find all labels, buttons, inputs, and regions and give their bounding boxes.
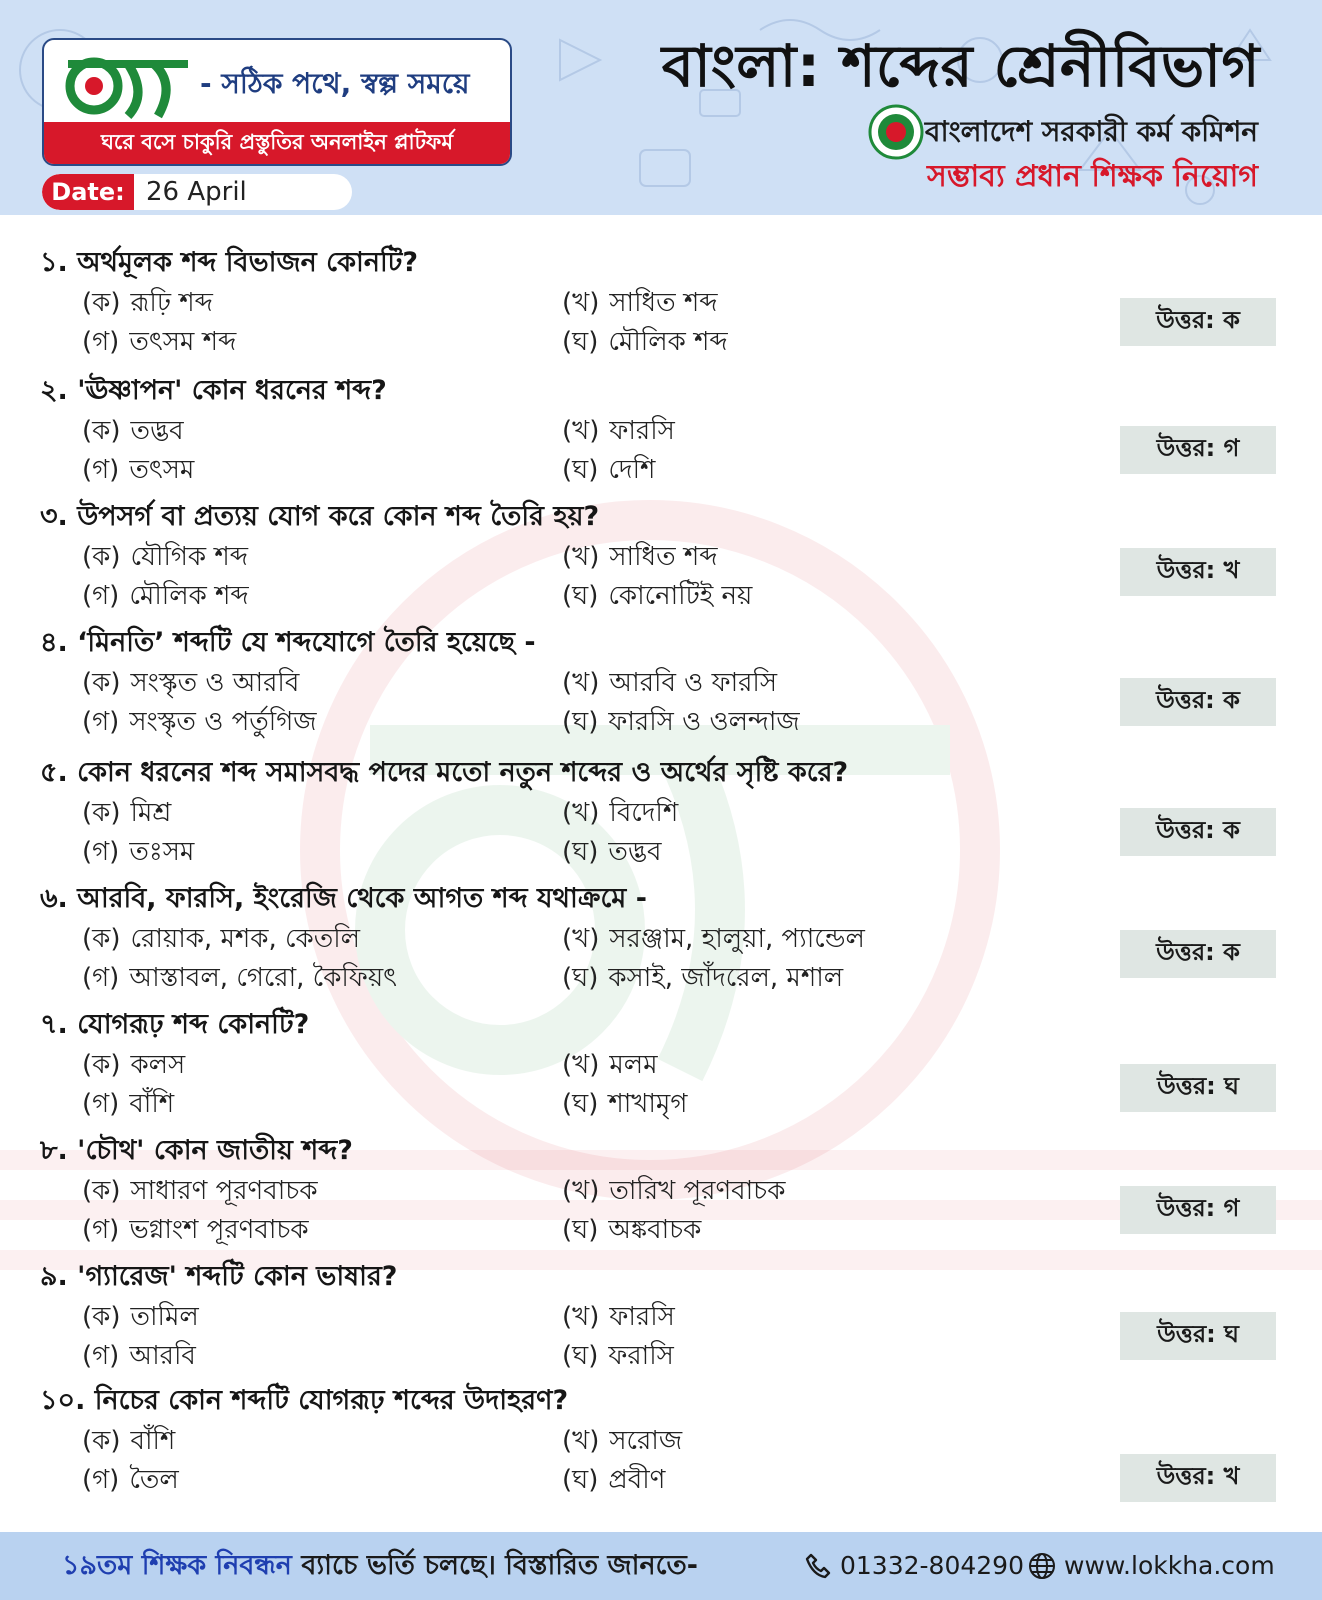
option-text: তদ্ভব [608,837,662,867]
option-tag: (ক) [82,288,121,318]
exam-name: সম্ভাব্য প্রধান শিক্ষক নিয়োগ [927,159,1258,194]
option-text: সাধিত শব্দ [609,288,718,318]
answer-badge: উত্তর: গ [1120,426,1276,474]
option-text: যৌগিক শব্দ [130,542,249,572]
option-tag: (ক) [82,1302,121,1332]
question-title: ৪. ‘মিনতি’ শব্দটি যে শব্দযোগে তৈরি হয়েছে - [40,627,536,658]
option-ka [82,410,184,454]
answer-badge: উত্তর: গ [1120,1186,1276,1234]
question-title: ৮. 'চৌথ' কোন জাতীয় শব্দ? [40,1135,353,1166]
option-text: শাখামৃগ [608,1089,688,1119]
option-tag: (ঘ) [562,327,599,357]
option-ka [82,918,360,962]
question-title: ৭. যোগরূঢ় শব্দ কোনটি? [40,1009,310,1040]
option-tag: (খ) [562,1302,600,1332]
option-tag: (গ) [82,963,120,993]
option-tag: (গ) [82,327,120,357]
option-text: ভগ্নাংশ পূরণবাচক [129,1215,309,1245]
footer-text: ব্যাচে ভর্তি চলছে। বিস্তারিত জানতে- [291,1550,698,1581]
question-item [40,370,1282,490]
answer-badge: উত্তর: ক [1120,930,1276,978]
option-ka [82,1044,185,1088]
option-text: তৎসম শব্দ [129,327,237,357]
question-title: ২. 'ঊষ্ণাপন' কোন ধরনের শব্দ? [40,375,387,406]
option-gha [562,701,800,745]
answer-badge: উত্তর: খ [1120,548,1276,596]
option-text: সংস্কৃত ও পর্তুগিজ [129,707,317,737]
option-tag: (ক) [82,542,121,572]
question-item [40,496,1282,616]
option-tag: (গ) [82,1215,120,1245]
option-text: মিশ্র [130,798,172,828]
option-tag: (খ) [562,416,600,446]
option-tag: (খ) [562,798,600,828]
question-item [40,622,1282,742]
option-tag: (খ) [562,668,600,698]
option-ga [82,701,317,745]
option-ka [82,536,248,580]
option-ka [82,1296,199,1340]
option-tag: (ঘ) [562,1465,599,1495]
option-gha [562,831,661,875]
option-kha [562,536,718,580]
option-gha [562,1335,674,1379]
option-text: সরোজ [609,1426,683,1456]
option-kha [562,1170,785,1214]
option-gha [562,321,728,365]
option-text: সরঞ্জাম, হালুয়া, প্যান্ডেল [609,924,865,954]
option-text: সাধারণ পূরণবাচক [130,1176,318,1206]
date-value: 26 April [146,177,247,207]
option-text: তৈল [129,1465,179,1495]
option-kha [562,1296,675,1340]
option-text: অঙ্কবাচক [608,1215,702,1245]
option-tag: (ঘ) [562,963,599,993]
answer-badge: উত্তর: খ [1120,1454,1276,1502]
option-tag: (গ) [82,1341,120,1371]
option-ka [82,282,213,326]
option-text: আরবি ও ফারসি [609,668,778,698]
option-gha [562,957,843,1001]
option-tag: (খ) [562,1426,600,1456]
option-tag: (ক) [82,416,121,446]
option-text: মৌলিক শব্দ [608,327,728,357]
option-tag: (ক) [82,924,121,954]
answer-badge: উত্তর: ক [1120,298,1276,346]
option-kha [562,282,718,326]
question-title: ১০. নিচের কোন শব্দটি যোগরূঢ় শব্দের উদাহরণ? [40,1385,569,1416]
option-ga [82,321,236,365]
option-tag: (ঘ) [562,1089,599,1119]
answer-badge: উত্তর: ক [1120,808,1276,856]
option-kha [562,918,865,962]
option-text: আস্তাবল, গেরো, কৈফিয়ৎ [129,963,398,993]
option-tag: (ঘ) [562,1215,599,1245]
option-gha [562,575,752,619]
option-tag: (গ) [82,1089,120,1119]
option-text: ফরাসি [608,1341,674,1371]
option-tag: (ক) [82,1176,121,1206]
option-kha [562,1044,658,1088]
question-title: ৩. উপসর্গ বা প্রত্যয় যোগ করে কোন শব্দ তৈরি হয়? [40,501,600,532]
option-tag: (গ) [82,707,120,737]
option-text: বাঁশি [130,1426,176,1456]
option-text: মলম [609,1050,658,1080]
question-item [40,752,1282,872]
option-text: তঃসম [129,837,195,867]
option-ga [82,449,194,493]
question-item [40,1380,1282,1510]
brand-strip: ঘরে বসে চাকুরি প্রস্তুতির অনলাইন প্লাটফর্ম [44,122,510,164]
option-ga [82,831,194,875]
option-text: কসাই, জাঁদরেল, মশাল [608,963,844,993]
answer-badge: উত্তর: ক [1120,678,1276,726]
brand-tagline: - সঠিক পথে, স্বল্প সময়ে [200,67,470,100]
question-item [40,242,1282,362]
option-tag: (ঘ) [562,707,599,737]
option-text: প্রবীণ [608,1465,666,1495]
option-kha [562,662,777,706]
option-text: ফারসি ও ওলন্দাজ [608,707,800,737]
option-tag: (খ) [562,288,600,318]
option-ga [82,1459,179,1503]
footer-phone[interactable]: 01332-804290 [840,1551,1024,1580]
option-text: রূঢ়ি শব্দ [130,288,213,318]
option-tag: (ঘ) [562,837,599,867]
option-ka [82,1170,318,1214]
option-text: তদ্ভব [130,416,184,446]
option-kha [562,1420,682,1464]
option-tag: (ক) [82,1426,121,1456]
option-text: তারিখ পূরণবাচক [609,1176,786,1206]
footer-announcement [62,1532,698,1600]
option-text: ফারসি [609,1302,675,1332]
option-gha [562,1083,687,1127]
option-text: সংস্কৃত ও আরবি [130,668,300,698]
question-title: ৬. আরবি, ফারসি, ইংরেজি থেকে আগত শব্দ যথাক্রমে - [40,883,647,914]
question-item [40,1004,1282,1124]
option-text: বাঁশি [129,1089,175,1119]
option-tag: (খ) [562,1176,600,1206]
option-ka [82,792,171,836]
option-text: তৎসম [129,455,195,485]
footer-highlight: ১৯তম শিক্ষক নিবন্ধন [62,1550,292,1581]
option-text: বিদেশি [609,798,679,828]
option-text: সাধিত শব্দ [609,542,718,572]
phone-icon [804,1552,832,1580]
option-tag: (গ) [82,581,120,611]
option-gha [562,1209,701,1253]
option-tag: (খ) [562,924,600,954]
question-title: ৯. 'গ্যারেজ' শব্দটি কোন ভাষার? [40,1261,398,1292]
option-tag: (ঘ) [562,455,599,485]
option-tag: (গ) [82,1465,120,1495]
org-name: বাংলাদেশ সরকারী কর্ম কমিশন [924,115,1258,148]
option-tag: (গ) [82,837,120,867]
question-title: ১. অর্থমূলক শব্দ বিভাজন কোনটি? [40,247,419,278]
option-text: মৌলিক শব্দ [129,581,249,611]
globe-icon [1028,1552,1056,1580]
option-ga [82,575,249,619]
option-tag: (ঘ) [562,1341,599,1371]
date-label: Date: [42,174,134,210]
option-tag: (ক) [82,668,121,698]
option-ga [82,1083,174,1127]
option-text: রোয়াক, মশক, কেতলি [130,924,361,954]
option-ka [82,1420,175,1464]
option-ga [82,1209,309,1253]
page-title: বাংলা: শব্দের শ্রেনীবিভাগ [661,32,1260,100]
answer-badge: উত্তর: ঘ [1120,1064,1276,1112]
option-text: ফারসি [609,416,675,446]
question-item [40,878,1282,998]
option-ga [82,957,397,1001]
option-kha [562,792,678,836]
option-text: কোনোটিই নয় [608,581,753,611]
option-tag: (খ) [562,1050,600,1080]
option-gha [562,1459,665,1503]
option-gha [562,449,655,493]
answer-badge: উত্তর: ঘ [1120,1312,1276,1360]
option-tag: (ক) [82,1050,121,1080]
option-tag: (গ) [82,455,120,485]
option-tag: (খ) [562,542,600,572]
option-ka [82,662,299,706]
option-text: তামিল [130,1302,199,1332]
option-text: আরবি [129,1341,196,1371]
option-text: কলস [130,1050,186,1080]
option-tag: (ঘ) [562,581,599,611]
option-ga [82,1335,196,1379]
footer-website-link[interactable]: www.lokkha.com [1064,1551,1275,1580]
question-item [40,1256,1282,1376]
option-kha [562,410,675,454]
option-text: দেশি [608,455,656,485]
question-item [40,1130,1282,1250]
option-tag: (ক) [82,798,121,828]
footer-bar [0,1532,1322,1600]
question-title: ৫. কোন ধরনের শব্দ সমাসবদ্ধ পদের মতো নতুন শব্দের ও অর্থের সৃষ্টি করে? [40,757,849,788]
